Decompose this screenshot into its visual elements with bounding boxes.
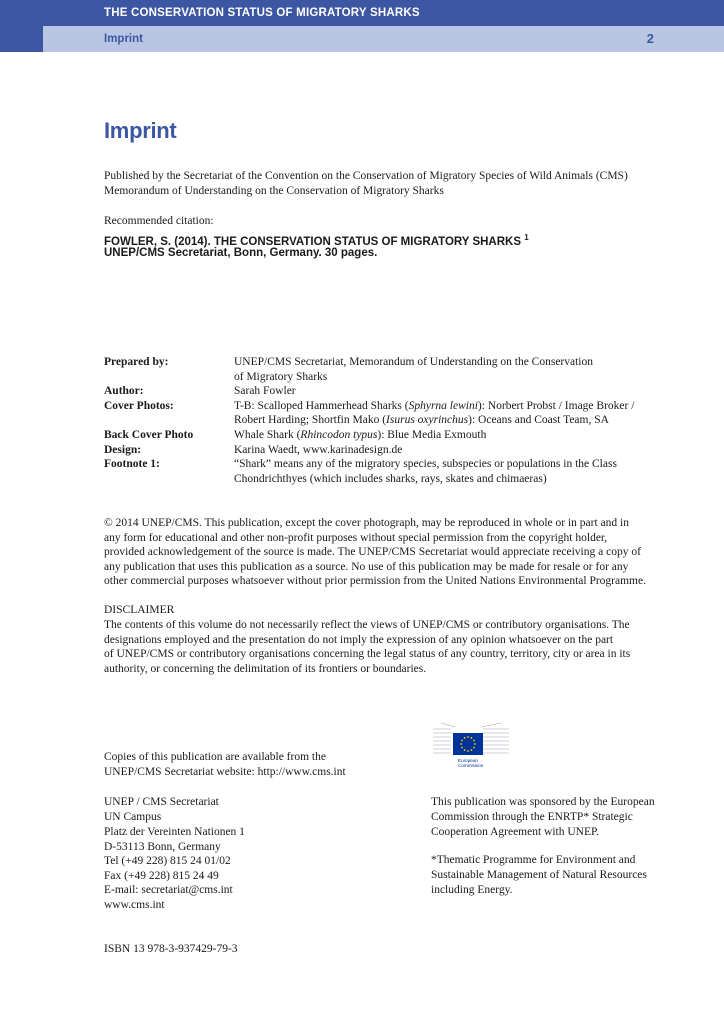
eu-star [461,740,463,742]
section-bar [43,26,724,52]
copyright-line: provided acknowledgement of the source is made. The UNEP/CMS Secretariat would appreciate receiving a copy of [104,546,641,558]
eu-star [460,743,462,745]
disclaimer-line: authority, or concerning the delimitation of its frontiers or boundaries. [104,662,427,675]
eu-star [464,749,466,751]
eu-star [471,749,473,751]
copies-line-1: Copies of this publication are available from the [104,751,326,763]
credit-row-footnote-cont [104,472,654,487]
credit-value: Chondrichthyes (which includes sharks, rays, skates and chimaeras) [234,472,547,485]
credit-value: Robert Harding; Shortfin Mako (Isurus oxyrinchus): Oceans and Coast Team, SA [234,414,609,427]
credit-label: Cover Photos: [104,399,174,412]
published-line-2: Memorandum of Understanding on the Conservation of Migratory Sharks [104,185,444,197]
credit-row-footnote [104,457,654,472]
copyright-line: © 2014 UNEP/CMS. This publication, except the cover photograph, may be reproduced in whole or in part and in [104,517,629,529]
sponsor-line: This publication was sponsored by the European [431,796,655,808]
eu-star [461,747,463,749]
address-line: UNEP / CMS Secretariat [104,796,219,808]
thematic-line: Sustainable Management of Natural Resources [431,869,647,881]
citation-label: Recommended citation: [104,215,214,227]
credit-value: of Migratory Sharks [234,370,328,383]
header-accent [0,26,43,52]
eu-star [464,737,466,739]
sponsor-line: Commission through the ENRTP* Strategic [431,811,633,823]
copies-line-2: UNEP/CMS Secretariat website: http://www.cms.int [104,766,346,778]
credit-label: Back Cover Photo [104,428,194,441]
address-email: E-mail: secretariat@cms.int [104,884,233,896]
eu-logo-text-2: Commission [458,763,484,768]
credit-row-prepared [104,355,654,370]
eu-star [467,736,469,738]
credit-value: UNEP/CMS Secretariat, Memorandum of Understanding on the Conservation [234,356,593,368]
credit-label: Prepared by: [104,356,169,368]
address-phone: Tel (+49 228) 815 24 01/02 [104,855,231,867]
credit-row-cover-cont [104,413,654,428]
credit-value: Karina Waedt, www.karinadesign.de [234,443,403,456]
citation-line-2: UNEP/CMS Secretariat, Bonn, Germany. 30 pages. [104,247,378,259]
copyright-line: other commercial purposes whatsoever without prior permission from the United Nations Environmental Programme. [104,575,646,587]
address-fax: Fax (+49 228) 815 24 49 [104,869,219,882]
page-heading: Imprint [104,118,177,143]
header-bar [0,0,724,26]
page-number: 2 [646,31,654,46]
citation-text-1: FOWLER, S. (2014). THE CONSERVATION STATUS OF MIGRATORY SHARKS [104,235,522,248]
credit-row-cover [104,399,654,414]
credit-row-prepared-cont [104,370,654,385]
address-line: UN Campus [104,811,162,823]
disclaimer-title: DISCLAIMER [104,604,175,616]
credit-value: “Shark” means any of the migratory species, subspecies or populations in the Class [234,458,617,471]
credit-label: Author: [104,385,144,398]
isbn: ISBN 13 978-3-937429-79-3 [104,943,238,955]
eu-star [473,740,475,742]
address-line: Platz der Vereinten Nationen 1 [104,826,245,838]
credit-value: Whale Shark (Rhincodon typus): Blue Media Exmouth [234,428,487,441]
citation-footnote-mark: 1 [524,233,529,242]
disclaimer-line: of UNEP/CMS or contributory organisations concerning the legal status of any country, territory, city or area in its [104,648,631,660]
section-name: Imprint [104,33,143,45]
thematic-line: including Energy. [431,884,513,896]
thematic-line: *Thematic Programme for Environment and [431,854,636,866]
credit-label: Design: [104,443,142,456]
eu-star [471,737,473,739]
credit-value: T-B: Scalloped Hammerhead Sharks (Sphyrna lewini): Norbert Probst / Image Broker / [234,399,635,412]
document-title: THE CONSERVATION STATUS OF MIGRATORY SHARKS [104,7,420,19]
eu-logo-text-1: European [458,758,478,763]
credit-row-design [104,443,654,458]
credits-table [104,355,654,486]
disclaimer-line: The contents of this volume do not necessarily reflect the views of UNEP/CMS or contributory organisations. The [104,619,630,631]
disclaimer-line: designations employed and the presentation do not imply the expression of any opinion whatsoever on the part [104,633,614,646]
european-commission-logo [431,721,511,771]
credit-value: Sarah Fowler [234,385,296,398]
published-line-1: Published by the Secretariat of the Convention on the Conservation of Migratory Species of Wild Animals (CMS) [104,170,628,182]
sponsor-line: Cooperation Agreement with UNEP. [431,826,600,838]
copyright-line: any form for educational and other non-profit purposes without special permission from the copyright holder, [104,531,608,544]
eu-star [473,747,475,749]
eu-star [467,750,469,752]
credit-label: Footnote 1: [104,458,160,471]
credit-row-author [104,384,654,399]
credit-row-back-cover [104,428,654,443]
copyright-line: any publication that uses this publication as a source. No use of this publication may be made for resale or for any [104,560,629,573]
eu-star [474,743,476,745]
address-line: D-53113 Bonn, Germany [104,840,221,853]
address-website: www.cms.int [104,899,165,911]
